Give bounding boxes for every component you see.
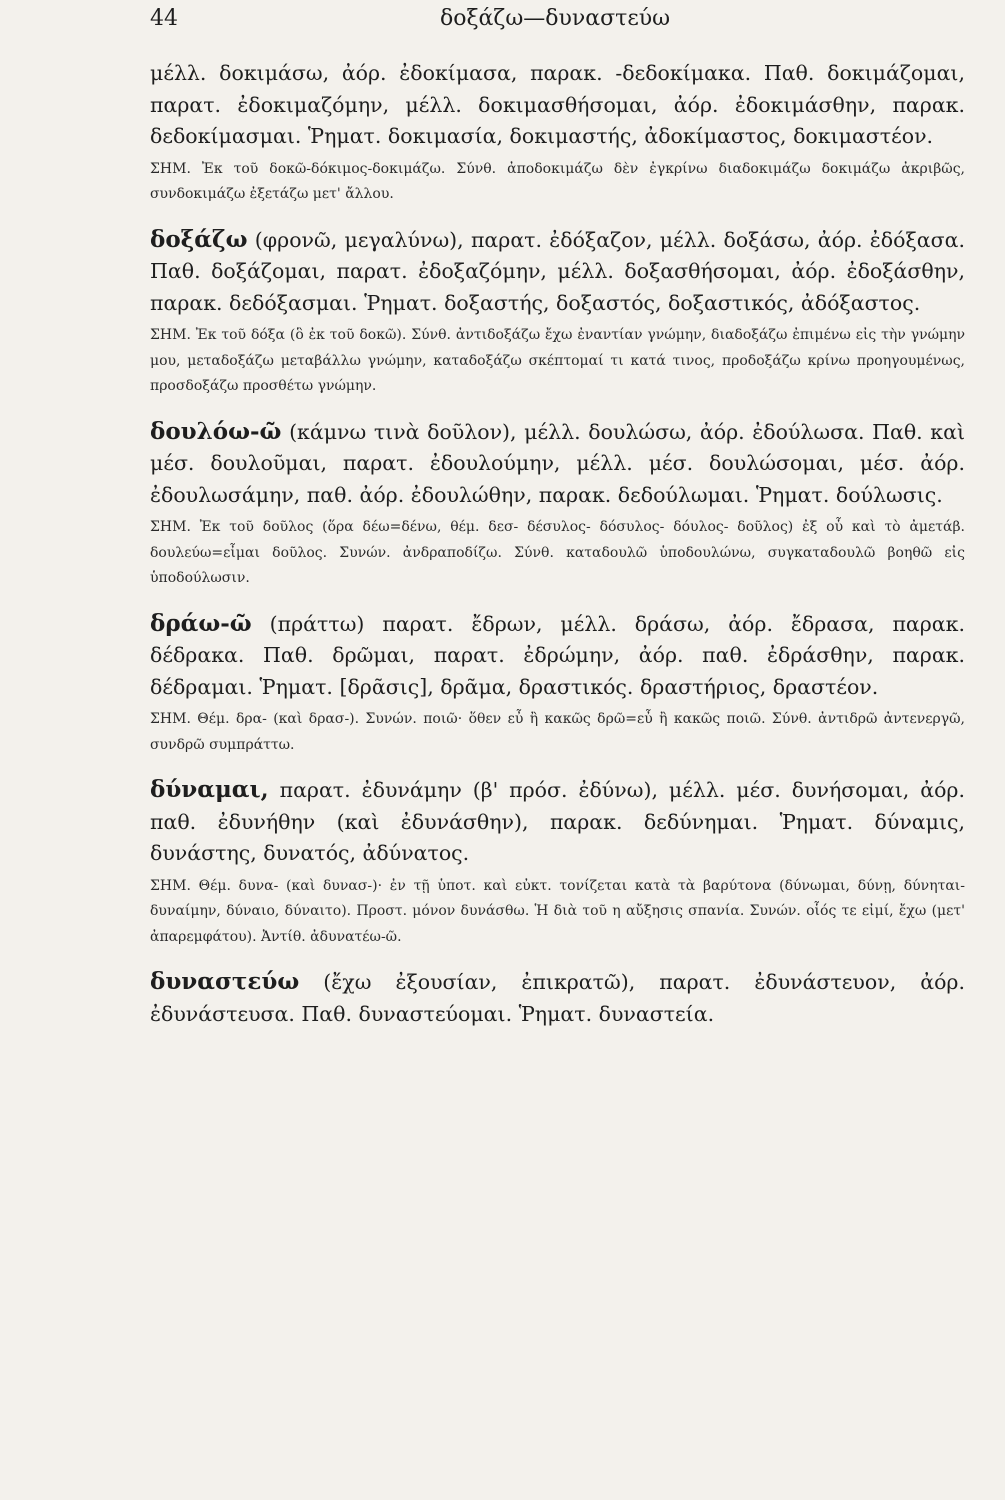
entry-note: ΣΗΜ. Θέμ. δρα- (καὶ δρασ-). Συνών. ποιῶ· ὅθεν εὖ ἢ κακῶς δρῶ=εὖ ἢ κακῶς ποιῶ. Σύνθ. ἀντιδρῶ ἀντενεργῶ, συνδρῶ συμπράττω.: [150, 711, 965, 753]
entry-text: [150, 608, 965, 704]
entry-note: ΣΗΜ. Ἐκ τοῦ δοκῶ-δόκιμος-δοκιμάζω. Σύνθ. ἀποδοκιμάζω δὲν ἐγκρίνω διαδοκιμάζω δοκιμάζω ἀκριβῶς, συνδοκιμάζω ἐξετάζω μετ' ἄλλου.: [150, 160, 965, 202]
entry: [150, 58, 965, 208]
entry-body: παρατ. ἐδυνάμην (β' πρόσ. ἐδύνω), μέλλ. μέσ. δυνήσομαι, ἀόρ. παθ. ἐδυνήθην (καὶ ἐδυνάσθην), παρακ. δεδύνημαι. Ῥηματ. δύναμις, δυνάστης, δυνατός, ἀδύνατος.: [150, 778, 965, 865]
entry-text: [150, 966, 965, 1030]
entry: [150, 224, 965, 400]
headword: δύναμαι,: [150, 776, 269, 803]
entry-note: ΣΗΜ. Ἐκ τοῦ δόξα (ὃ ἐκ τοῦ δοκῶ). Σύνθ. ἀντιδοξάζω ἔχω ἐναντίαν γνώμην, διαδοξάζω ἐπιμένω εἰς τὴν γνώμην μου, μεταδοξάζω μεταβάλλω γνώμην, καταδοξάζω σκέπτομαί τι κατά τινος, προδοξάζω κρίνω προηγουμένως, προσδοξάζω προσθέτω γνώμην.: [150, 327, 965, 394]
entry: [150, 774, 965, 950]
entry: [150, 608, 965, 759]
entry-text: [150, 224, 965, 320]
running-title: δοξάζω—δυναστεύω: [439, 6, 671, 31]
entry-body: (κάμνω τινὰ δοῦλον), μέλλ. δουλώσω, ἀόρ. ἐδούλωσα. Παθ. καὶ μέσ. δουλοῦμαι, παρατ. ἐδουλούμην, μέλλ. μέσ. δουλώσομαι, μέσ. ἀόρ. ἐδουλωσάμην, παθ. ἀόρ. ἐδουλώθην, παρακ. δεδούλωμαι. Ῥηματ. δούλωσις.: [150, 419, 965, 507]
entry-text: [150, 416, 965, 512]
entry-note: ΣΗΜ. Θέμ. δυνα- (καὶ δυνασ-)· ἐν τῇ ὑποτ. καὶ εὐκτ. τονίζεται κατὰ τὰ βαρύτονα (δύνωμαι, δύνῃ, δύνηται- δυναίμην, δύναιο, δύναιτο). Προστ. μόνον δυνάσθω. Ἡ διὰ τοῦ η αὔξησις σπανία. Συνών. οἷός τε εἰμί, ἔχω (μετ' ἀπαρεμφάτου). Ἀντίθ. ἀδυνατέω-ῶ.: [150, 877, 965, 945]
headword: δυναστεύω: [150, 968, 300, 995]
page-header: [150, 6, 960, 42]
entry-continuation: μέλλ. δοκιμάσω, ἀόρ. ἐδοκίμασα, παρακ. -δεδοκίμακα. Παθ. δοκιμάζομαι, παρατ. ἐδοκιμαζόμην, μέλλ. δοκιμασθήσομαι, ἀόρ. ἐδοκιμάσθην, παρακ. δεδοκίμασμαι. Ῥηματ. δοκιμασία, δοκιμαστής, ἀδοκίμαστος, δοκιμαστέον.: [150, 61, 965, 148]
entry-text: [150, 58, 965, 153]
entry-body: (πράττω) παρατ. ἔδρων, μέλλ. δράσω, ἀόρ. ἔδρασα, παρακ. δέδρακα. Παθ. δρῶμαι, παρατ. ἐδρώμην, ἀόρ. παθ. ἐδράσθην, παρακ. δέδραμαι. Ῥηματ. [δρᾶσις], δρᾶμα, δραστικός. δραστήριος, δραστέον.: [150, 611, 965, 699]
entry: [150, 966, 965, 1030]
headword: δράω-ῶ: [150, 609, 252, 637]
entry-text: [150, 774, 965, 870]
headword: δοξάζω: [150, 225, 248, 253]
entry-note: ΣΗΜ. Ἐκ τοῦ δοῦλος (ὅρα δέω=δένω, θέμ. δεσ- δέσυλος- δόσυλος- δόυλος- δοῦλος) ἐξ οὗ καὶ τὸ ἀμετάβ. δουλεύω=εἶμαι δοῦλος. Συνών. ἀνδραποδίζω. Σύνθ. καταδουλῶ ὑποδουλώνω, συγκαταδουλῶ βοηθῶ εἰς ὑποδούλωσιν.: [150, 519, 965, 586]
page-number: 44: [150, 6, 178, 31]
entry-body: (φρονῶ, μεγαλύνω), παρατ. ἐδόξαζον, μέλλ. δοξάσω, ἀόρ. ἐδόξασα. Παθ. δοξάζομαι, παρατ. ἐδοξαζόμην, μέλλ. δοξασθήσομαι, ἀόρ. ἐδοξάσθην, παρακ. δεδόξασμαι. Ῥηματ. δοξαστής, δοξαστός, δοξαστικός, ἀδόξαστος.: [150, 227, 965, 315]
entry-body: (ἔχω ἐξουσίαν, ἐπικρατῶ), παρατ. ἐδυνάστευον, ἀόρ. ἐδυνάστευσα. Παθ. δυναστεύομαι. Ῥηματ. δυναστεία.: [150, 970, 965, 1026]
headword: δουλόω-ῶ: [150, 417, 282, 445]
page-body: [150, 58, 965, 1030]
entry: [150, 416, 965, 592]
